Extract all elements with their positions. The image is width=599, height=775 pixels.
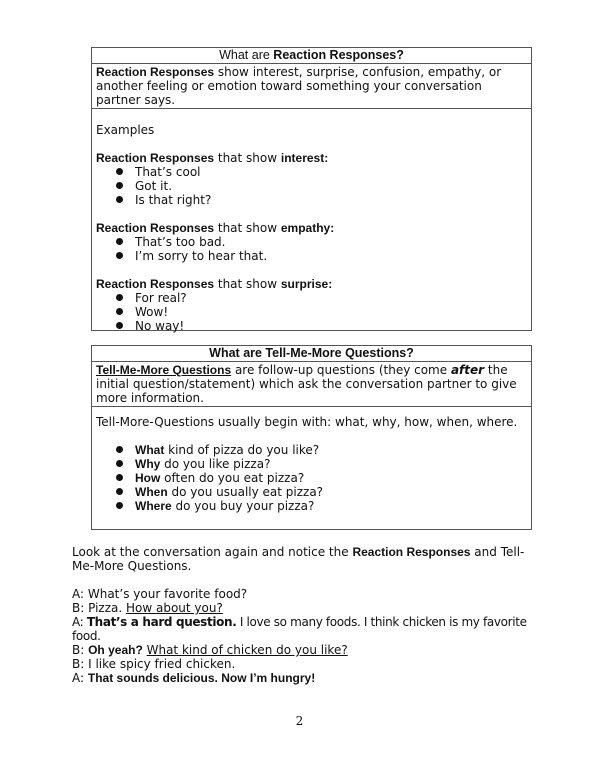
list-item bbox=[96, 249, 527, 263]
line-bold: That sounds delicious. Now I’m hungry! bbox=[87, 671, 316, 685]
line-underlined: How about you? bbox=[125, 601, 223, 615]
tell-me-more-box bbox=[91, 345, 532, 530]
bullet-icon bbox=[116, 196, 123, 203]
line-text: B: bbox=[72, 643, 89, 657]
bullet-icon bbox=[116, 168, 123, 175]
list-item bbox=[96, 179, 527, 193]
item-text: Got it. bbox=[135, 179, 173, 193]
group-kind: interest: bbox=[280, 151, 329, 165]
line-bold: Oh yeah? bbox=[88, 643, 143, 657]
list-item bbox=[96, 485, 527, 499]
bullet-icon bbox=[116, 322, 123, 329]
question-text: do you buy your pizza? bbox=[171, 499, 315, 513]
definition-text: show interest, surprise, confusion, empathy, or another feeling or emotion toward something your conversation partner says. bbox=[96, 65, 502, 107]
group-lead: Reaction Responses bbox=[96, 151, 215, 165]
instruction-text: Look at the conversation again and notice the bbox=[72, 545, 353, 559]
question-text: do you usually eat pizza? bbox=[167, 485, 324, 499]
list-item bbox=[96, 291, 527, 305]
tell-me-more-definition bbox=[92, 362, 531, 407]
line-text: A: bbox=[72, 615, 87, 629]
item-text: For real? bbox=[135, 291, 187, 305]
instruction-bold: Reaction Responses bbox=[352, 545, 471, 559]
bullet-icon bbox=[116, 502, 123, 509]
group-empathy-heading bbox=[96, 221, 527, 235]
bullet-icon bbox=[116, 446, 123, 453]
definition-term: Tell-Me-More Questions bbox=[96, 363, 232, 377]
conversation-line bbox=[72, 671, 542, 685]
conversation bbox=[72, 587, 542, 685]
item-text: Is that right? bbox=[135, 193, 212, 207]
tell-me-more-intro: Tell-More-Questions usually begin with: what, why, how, when, where. bbox=[96, 415, 518, 429]
question-word: How bbox=[135, 471, 161, 485]
title-bold: Reaction Responses? bbox=[273, 48, 404, 62]
group-lead: Reaction Responses bbox=[96, 277, 215, 291]
tell-me-more-body bbox=[92, 415, 531, 513]
list-item bbox=[96, 165, 527, 179]
group-mid: that show bbox=[214, 277, 281, 291]
group-interest-heading bbox=[96, 151, 527, 165]
list-item bbox=[96, 499, 527, 513]
reaction-responses-title bbox=[92, 48, 531, 64]
list-item bbox=[96, 319, 527, 333]
question-text: do you like pizza? bbox=[160, 457, 271, 471]
definition-text: are follow-up questions (they come bbox=[231, 363, 451, 377]
definition-text: the initial question/statement) which ask the conversation partner to give more information. bbox=[96, 363, 517, 405]
bullet-icon bbox=[116, 488, 123, 495]
list-item bbox=[96, 193, 527, 207]
item-text: I’m sorry to hear that. bbox=[135, 249, 268, 263]
list-item bbox=[96, 305, 527, 319]
question-word: When bbox=[135, 485, 168, 499]
bullet-icon bbox=[116, 460, 123, 467]
item-text: That’s cool bbox=[135, 165, 201, 179]
reaction-responses-definition bbox=[92, 64, 531, 109]
question-text: often do you eat pizza? bbox=[160, 471, 305, 485]
bullet-icon bbox=[116, 252, 123, 259]
question-text: kind of pizza do you like? bbox=[164, 443, 320, 457]
instruction-text: and Tell-Me-More Questions. bbox=[72, 545, 525, 573]
list-item bbox=[96, 443, 527, 457]
interest-list bbox=[96, 165, 527, 207]
definition-term: Reaction Responses bbox=[96, 65, 215, 79]
definition-emphasis: after bbox=[450, 363, 485, 377]
list-item bbox=[96, 235, 527, 249]
surprise-list bbox=[96, 291, 527, 333]
reaction-responses-examples bbox=[92, 123, 531, 333]
item-text: Wow! bbox=[135, 305, 169, 319]
empathy-list bbox=[96, 235, 527, 263]
conversation-line bbox=[72, 643, 542, 657]
group-mid: that show bbox=[214, 151, 281, 165]
line-bold: That’s a hard question. bbox=[86, 615, 237, 629]
list-item bbox=[96, 471, 527, 485]
tell-me-more-title: What are Tell-Me-More Questions? bbox=[92, 346, 531, 362]
title-prefix: What are bbox=[219, 48, 274, 62]
conversation-line bbox=[72, 615, 542, 643]
list-item bbox=[96, 457, 527, 471]
line-text: A: bbox=[72, 671, 88, 685]
item-text: No way! bbox=[135, 319, 185, 333]
line-text: I love so many foods. I think chicken is my favorite food. bbox=[72, 615, 527, 643]
bullet-icon bbox=[116, 474, 123, 481]
group-mid: that show bbox=[214, 221, 281, 235]
conversation-line bbox=[72, 601, 542, 615]
bullet-icon bbox=[116, 182, 123, 189]
examples-heading: Examples bbox=[96, 123, 155, 137]
line-underlined: What kind of chicken do you like? bbox=[146, 643, 348, 657]
instruction-paragraph bbox=[72, 545, 532, 573]
bullet-icon bbox=[116, 294, 123, 301]
line-text: B: Pizza. bbox=[72, 601, 126, 615]
conversation-line: A: What’s your favorite food? bbox=[72, 587, 248, 601]
question-word: What bbox=[135, 443, 165, 457]
group-lead: Reaction Responses bbox=[96, 221, 215, 235]
group-kind: empathy: bbox=[280, 221, 335, 235]
item-text: That’s too bad. bbox=[135, 235, 226, 249]
conversation-line: B: I like spicy fried chicken. bbox=[72, 657, 236, 671]
question-word: Where bbox=[135, 499, 172, 513]
question-list bbox=[96, 443, 527, 513]
reaction-responses-box bbox=[91, 47, 532, 331]
bullet-icon bbox=[116, 308, 123, 315]
group-surprise-heading bbox=[96, 277, 527, 291]
question-word: Why bbox=[135, 457, 161, 471]
page-number: 2 bbox=[295, 714, 304, 728]
bullet-icon bbox=[116, 238, 123, 245]
group-kind: surprise: bbox=[280, 277, 333, 291]
